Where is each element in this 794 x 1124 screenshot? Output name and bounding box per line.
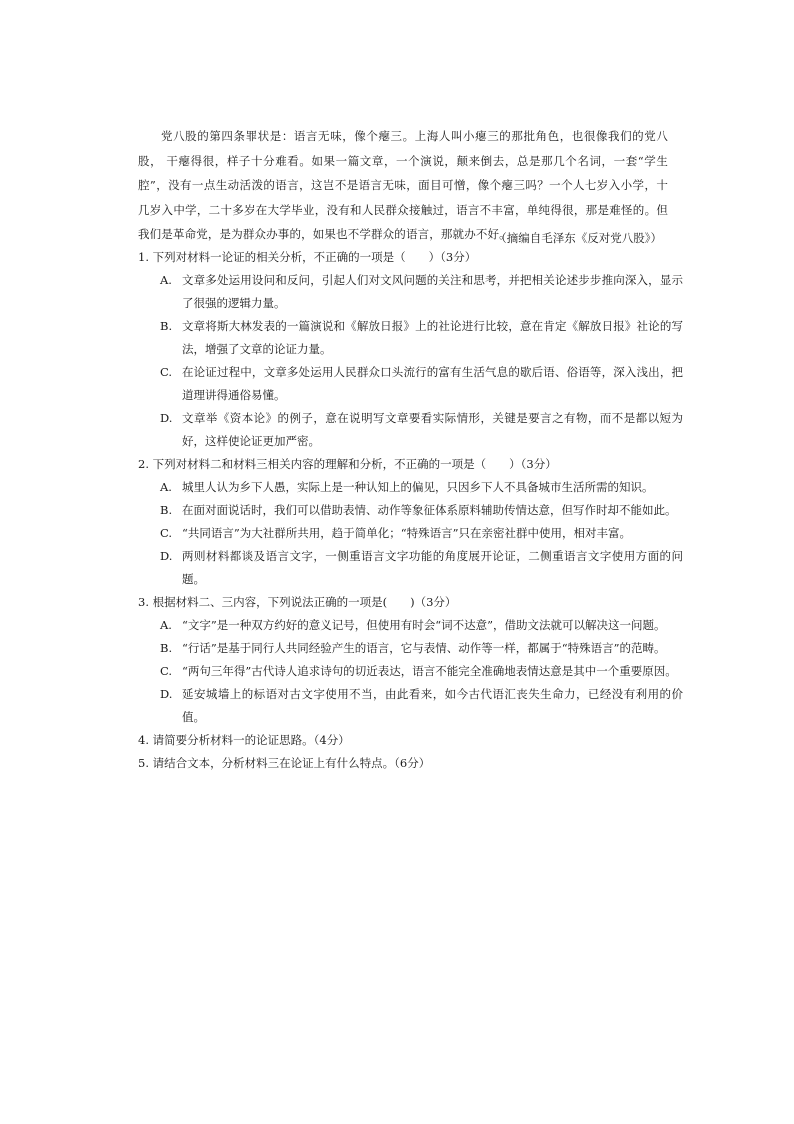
option-text: 两则材料都谈及语言文字，一侧重语言文字功能的角度展开论证，二侧重语言文字使用方面的问题。 — [182, 549, 683, 586]
passage-excerpt — [138, 124, 668, 247]
option-a — [160, 614, 683, 637]
option-letter: D. — [160, 687, 173, 701]
question-2 — [138, 453, 683, 591]
passage-source: （摘编自毛泽东《反对党八股》） — [495, 231, 662, 245]
option-a — [160, 476, 683, 499]
option-text: “共同语言”为大社群所共用，趋于简单化；“特殊语言”只在亲密社群中使用，相对丰富。 — [182, 526, 632, 540]
question-stem: 1. 下列对材料一论证的相关分析，不正确的一项是（ ）（3分） — [138, 250, 477, 264]
question-5 — [138, 752, 683, 775]
option-letter: C. — [160, 664, 173, 678]
option-c — [160, 361, 683, 407]
option-text: “行话”是基于同行人共同经验产生的语言，它与表情、动作等一样，都属于“特殊语言”的范畴。 — [182, 641, 666, 655]
option-b — [160, 499, 683, 522]
option-text: 文章举《资本论》的例子，意在说明写文章要看实际情形，关键是要言之有物，而不是都以短为好，这样使论证更加严密。 — [182, 411, 683, 448]
option-text: “文字”是一种双方约好的意义记号，但使用有时会“词不达意”，借助文法就可以解决这一问题。 — [182, 618, 666, 632]
option-letter: B. — [160, 503, 173, 517]
option-text: 在论证过程中，文章多处运用人民群众口头流行的富有生活气息的歇后语、俗语等，深入浅出，把道理讲得通俗易懂。 — [182, 365, 683, 402]
question-4 — [138, 729, 683, 752]
option-b — [160, 637, 683, 660]
passage-paragraph: 党八股的第四条罪状是：语言无味，像个瘪三。上海人叫小瘪三的那批角色，也很像我们的党八股， 干瘪得很，样子十分难看。如果一篇文章，一个演说，颠来倒去，总是那几个名词，一套“学生腔”，没有一点生动活泼的语言，这岂不是语言无味，面目可憎，像个瘪三吗？一个人七岁入小学，十几岁入中学，二十多岁在大学毕业，没有和人民群众接触过，语言不丰富，单纯得很，那是难怪的。但我们是革命党，是为群众办事的，如果也不学群众的语言，那就办不好。 — [138, 129, 668, 241]
question-1 — [138, 246, 683, 453]
option-text: “两句三年得”古代诗人追求诗句的切近表达，语言不能完全准确地表情达意是其中一个重要原因。 — [182, 664, 677, 678]
option-text: 在面对面说话时，我们可以借助表情、动作等象征体系原料辅助传情达意，但写作时却不能如此。 — [182, 503, 677, 517]
option-letter: B. — [160, 319, 173, 333]
option-b — [160, 315, 683, 361]
option-letter: A. — [160, 480, 172, 494]
option-letter: D. — [160, 411, 173, 425]
option-c — [160, 660, 683, 683]
question-stem: 4. 请简要分析材料一的论证思路。（4分） — [138, 733, 350, 747]
option-letter: A. — [160, 618, 172, 632]
option-d — [160, 683, 683, 729]
question-stem: 2. 下列对材料二和材料三相关内容的理解和分析，不正确的一项是（ ）（3分） — [138, 457, 557, 471]
option-letter: C. — [160, 365, 173, 379]
option-a — [160, 269, 683, 315]
option-letter: B. — [160, 641, 173, 655]
question-list — [138, 246, 683, 775]
option-letter: A. — [160, 273, 172, 287]
option-text: 延安城墙上的标语对古文字使用不当，由此看来，如今古代语汇丧失生命力，已经没有利用的价值。 — [182, 687, 683, 724]
option-text: 文章多处运用设问和反问，引起人们对文风问题的关注和思考，并把相关论述步步推向深入，显示了很强的逻辑力量。 — [182, 273, 683, 310]
option-text: 文章将斯大林发表的一篇演说和《解放日报》上的社论进行比较，意在肯定《解放日报》社论的写法，增强了文章的论证力量。 — [182, 319, 683, 356]
option-d — [160, 545, 683, 591]
option-d — [160, 407, 683, 453]
question-stem: 5. 请结合文本，分析材料三在论证上有什么特点。（6分） — [138, 756, 431, 770]
option-letter: C. — [160, 526, 173, 540]
option-letter: D. — [160, 549, 173, 563]
option-text: 城里人认为乡下人愚，实际上是一种认知上的偏见，只因乡下人不具备城市生活所需的知识。 — [182, 480, 654, 494]
question-3 — [138, 591, 683, 729]
question-stem: 3. 根据材料二、三内容，下列说法正确的一项是( )（3分） — [138, 595, 457, 609]
option-c — [160, 522, 683, 545]
